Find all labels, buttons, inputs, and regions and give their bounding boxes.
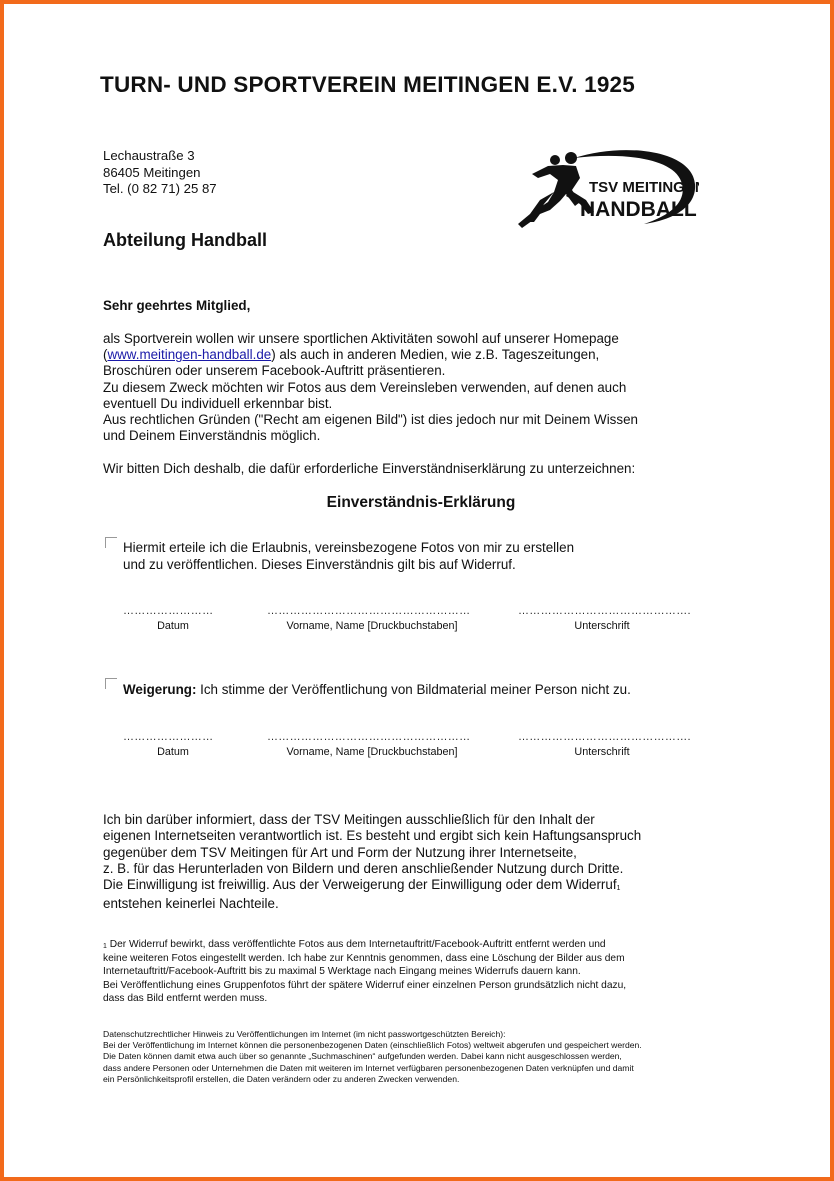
refusal-signature-line[interactable]: ………………………………………. bbox=[518, 731, 691, 743]
refusal-date-line[interactable]: …………………… bbox=[123, 731, 214, 743]
consent-text: Hiermit erteile ich die Erlaubnis, vereinsbezogene Fotos von mir zu erstellen und zu veröffentlichen. Dieses Einverständnis gilt bis auf Widerruf. bbox=[123, 540, 575, 572]
privacy-notice: Datenschutzrechtlicher Hinweis zu Veröffentlichungen im Internet (im nicht passwortgeschützten Bereich): Bei der Veröffentlichung im Internet können die personenbezogenen Daten (einschließlich Fotos) weltweit abgerufen und gespeichert werden. Die Daten können damit etwa auch über so genannte „Suchmaschinen“ aufgefunden werden. Dabei kann nicht ausgeschlossen werden, dass andere Personen oder Unternehmen die Daten mit weiteren im Internet verfügbaren personenbezogenen Daten verknüpfen und damit ein Persönlichkeitsprofil erstellen, die Daten verändern oder zu anderen Zwecken verwenden. bbox=[103, 1029, 642, 1084]
handball-player-icon bbox=[514, 144, 699, 236]
consent-signature-label: Unterschrift bbox=[574, 620, 630, 632]
refusal-name-label: Vorname, Name [Druckbuchstaben] bbox=[286, 746, 458, 758]
club-address bbox=[103, 148, 217, 198]
consent-name-line[interactable]: ……………………………………………… bbox=[267, 605, 471, 617]
consent-signature-line[interactable]: ………………………………………. bbox=[518, 605, 691, 617]
refusal-name-line[interactable]: ……………………………………………… bbox=[267, 731, 471, 743]
declaration-heading: Einverständnis-Erklärung bbox=[326, 494, 516, 511]
logo-line2: HANDBALL bbox=[580, 198, 697, 221]
consent-name-label: Vorname, Name [Druckbuchstaben] bbox=[286, 620, 458, 632]
intro-line: Aus rechtlichen Gründen ("Recht am eigenen Bild") ist dies jedoch nur mit Deinem Wissen bbox=[103, 412, 638, 428]
club-title: TURN- UND SPORTVEREIN MEITINGEN E.V. 1925 bbox=[100, 72, 635, 97]
refusal-checkbox[interactable] bbox=[105, 678, 117, 689]
club-logo bbox=[514, 144, 699, 236]
address-phone: Tel. (0 82 71) 25 87 bbox=[103, 181, 217, 196]
refusal-label: Weigerung: bbox=[123, 682, 197, 697]
footnote-marker: 1 bbox=[616, 885, 621, 893]
intro-line: (www.meitingen-handball.de) als auch in anderen Medien, wie z.B. Tageszeitungen, bbox=[103, 347, 600, 363]
homepage-link[interactable]: www.meitingen-handball.de bbox=[107, 347, 272, 363]
consent-date-label: Datum bbox=[157, 620, 189, 632]
liability-paragraph: Ich bin darüber informiert, dass der TSV Meitingen ausschließlich für den Inhalt der eigenen Internetseiten verantwortlich ist. Es besteht und ergibt sich kein Haftungsanspruch gegenüber dem TSV Meitingen für Art und Form der Nutzung ihrer Internetseite, z. B. für das Herunterladen von Bildern und deren anschließender Nutzung durch Dritte. Die Einwilligung ist freiwillig. Aus der Verweigerung der Einwilligung oder dem Widerruf$^1$ entstehen keinerlei Nachteile. bbox=[103, 812, 642, 912]
intro-line: Zu diesem Zweck möchten wir Fotos aus dem Vereinsleben verwenden, auf denen auch bbox=[103, 379, 627, 395]
intro-paragraph bbox=[103, 331, 638, 444]
address-city: 86405 Meitingen bbox=[103, 164, 201, 180]
consent-date-line[interactable]: …………………… bbox=[123, 605, 214, 617]
refusal-text: Weigerung: Ich stimme der Veröffentlichung von Bildmaterial meiner Person nicht zu. bbox=[123, 682, 631, 697]
intro-line: und Deinem Einverständnis möglich. bbox=[103, 428, 321, 444]
refusal-date-label: Datum bbox=[157, 746, 189, 758]
request-text: Wir bitten Dich deshalb, die dafür erforderliche Einverständniserklärung zu unterzeichnen: bbox=[103, 461, 636, 476]
address-street: Lechaustraße 3 bbox=[103, 148, 195, 163]
footnote: $^1$ Der Widerruf bewirkt, dass veröffentlichte Fotos aus dem Internetauftritt/Facebook-Auftritt entfernt werden und keine weiteren Fotos eingestellt werden. Ich habe zur Kenntnis genommen, dass eine Löschung der Bilder aus dem Internetauftritt/Facebook-Auftritt bis zu maximal 5 Werktage nach Eingang meines Widerrufs dauern kann. Bei Veröffentlichung eines Gruppenfotos führt der spätere Widerruf einer einzelnen Person grundsätzlich nicht dazu, dass das Bild entfernt werden muss. bbox=[103, 939, 627, 1004]
intro-line: Broschüren oder unserem Facebook-Auftritt präsentieren. bbox=[103, 363, 446, 379]
intro-line: eventuell Du individuell erkennbar bist. bbox=[103, 395, 333, 411]
consent-checkbox[interactable] bbox=[105, 537, 117, 548]
department-heading: Abteilung Handball bbox=[103, 230, 267, 250]
refusal-signature-label: Unterschrift bbox=[574, 746, 630, 758]
salutation: Sehr geehrtes Mitglied, bbox=[103, 298, 251, 313]
logo-line1: TSV MEITINGEN bbox=[589, 179, 699, 196]
intro-line: als Sportverein wollen wir unsere sportlichen Aktivitäten sowohl auf unserer Homepage bbox=[103, 331, 619, 346]
